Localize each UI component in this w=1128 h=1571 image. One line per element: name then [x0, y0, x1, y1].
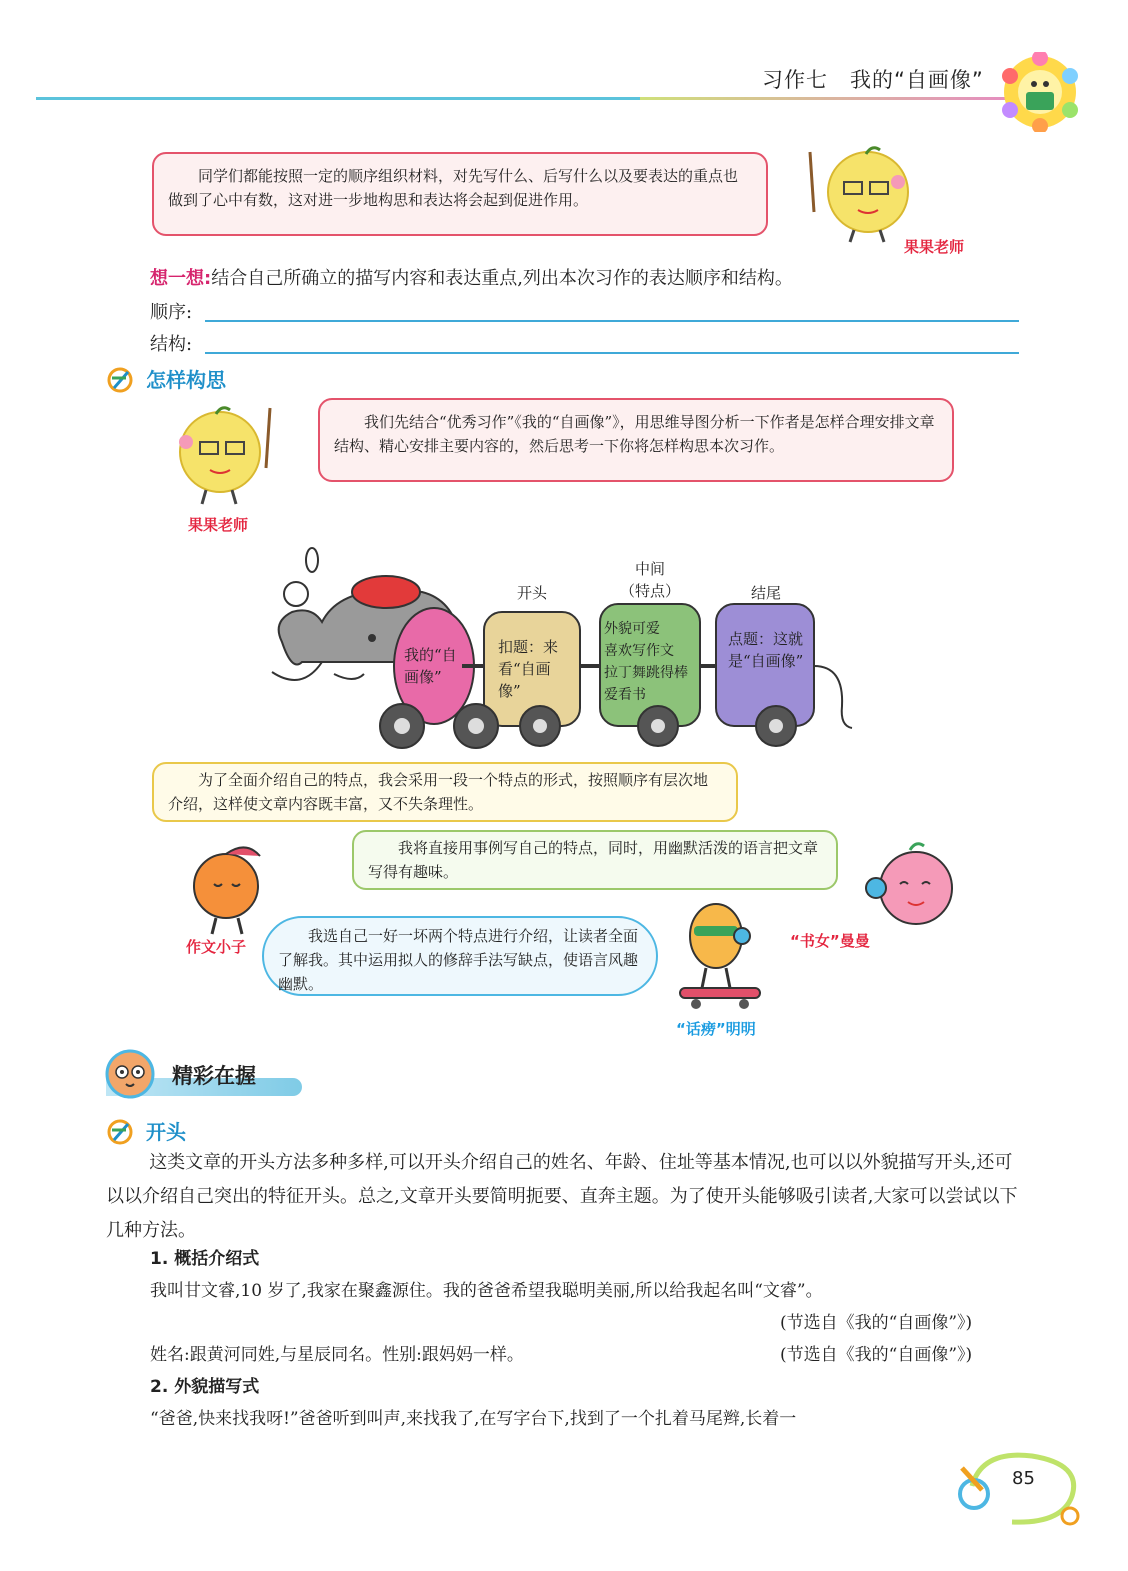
section-pen-icon: [106, 1118, 134, 1146]
apple-teacher-icon: [170, 398, 288, 510]
car-end-text: 点题：这就是“自画像”: [728, 630, 804, 670]
character-name: 果果老师: [904, 238, 965, 256]
label-end: 结尾: [750, 584, 781, 602]
student-tip-text: 我选自己一好一坏两个特点进行介绍，让读者全面了解我。其中运用拟人的修辞手法写缺点，使语言风趣幽默。: [278, 927, 639, 993]
teacher-tip-bubble: [318, 398, 954, 482]
teacher-tip-bubble: [152, 152, 768, 236]
method2-example: “爸爸,快来找我呀!”爸爸听到叫声,来找我了,在写字台下,找到了一个扎着马尾辫,长着一: [150, 1409, 797, 1429]
structure-answer-line[interactable]: [205, 352, 1019, 354]
student-tip-text: 我将直接用事例写自己的特点，同时，用幽默活泼的语言把文章写得有趣味。: [368, 839, 819, 881]
orange-boy-icon: [186, 836, 276, 936]
student-tip-bubble: [152, 762, 738, 822]
peach-girl-icon: [860, 840, 970, 936]
order-answer-line[interactable]: [205, 320, 1019, 322]
section-title-highlight: 精彩在握: [172, 1064, 256, 1088]
character-name: “书女”曼曼: [790, 932, 870, 950]
train-head-text: 我的“自画像”: [404, 646, 457, 686]
student-tip-bubble: [262, 916, 658, 996]
section-title-conceive: 怎样构思: [146, 368, 226, 392]
think-prompt: [150, 264, 793, 290]
method1-example: 姓名:跟黄河同姓,与星辰同名。性别:跟妈妈一样。: [150, 1345, 524, 1365]
think-text: 结合自己所确立的描写内容和表达重点,列出本次习作的表达顺序和结构。: [211, 268, 793, 289]
header-rule: [36, 97, 640, 100]
mind-map-train: [262, 542, 858, 752]
character-name: 果果老师: [188, 516, 249, 534]
page-number: 85: [1012, 1468, 1035, 1489]
car-middle-text: 外貌可爱 喜欢写作文 拉丁舞跳得棒 爱看书: [604, 621, 688, 703]
sunflower-mascot-icon: [1000, 52, 1086, 132]
character-name: 作文小子: [186, 938, 247, 956]
apple-teacher-icon: [800, 142, 920, 246]
header-rule-accent: [640, 97, 1010, 100]
teacher-tip-text: 我们先结合“优秀习作”《我的“自画像”》，用思维导图分析一下作者是怎样合理安排文章结构、精心安排主要内容的，然后思考一下你将怎样构思本次习作。: [334, 413, 935, 455]
structure-label: 结构:: [150, 334, 193, 355]
chapter-title: 习作七 我的“自画像”: [762, 68, 984, 92]
student-tip-bubble: [352, 830, 838, 890]
source-citation: (节选自《我的“自画像”》): [780, 1345, 973, 1365]
section-pen-icon: [106, 366, 134, 394]
method1-example: 我叫甘文睿,10 岁了,我家在聚鑫源住。我的爸爸希望我聪明美丽,所以给我起名叫“文睿”。: [150, 1281, 823, 1301]
label-middle: 中间 （特点）: [619, 560, 680, 600]
owl-mascot-icon: [104, 1048, 160, 1100]
order-label: 顺序:: [150, 302, 193, 323]
method2-title: 2. 外貌描写式: [150, 1377, 260, 1397]
character-name: “话痨”明明: [676, 1020, 756, 1038]
student-tip-text: 为了全面介绍自己的特点，我会采用一段一个特点的形式，按照顺序有层次地介绍，这样使文章内容既丰富，又不失条理性。: [168, 771, 709, 813]
think-keyword: 想一想:: [150, 268, 212, 289]
car-start-text: 扣题：来看“自画像”: [498, 638, 559, 700]
section-title-opening: 开头: [146, 1120, 186, 1144]
label-start: 开头: [516, 584, 547, 602]
method1-title: 1. 概括介绍式: [150, 1249, 260, 1269]
opening-paragraph: 这类文章的开头方法多种多样,可以开头介绍自己的姓名、年龄、住址等基本情况,也可以以外貌描写开头,还可以以介绍自己突出的特征开头。总之,文章开头要简明扼要、直奔主题。为了使开头能够吸引读者,大家可以尝试以下几种方法。: [106, 1152, 1018, 1241]
skateboard-boy-icon: [672, 896, 772, 1014]
teacher-tip-text: 同学们都能按照一定的顺序组织材料，对先写什么、后写什么以及要表达的重点也做到了心中有数，这对进一步地构思和表达将会起到促进作用。: [168, 167, 739, 209]
source-citation: (节选自《我的“自画像”》): [780, 1313, 973, 1333]
